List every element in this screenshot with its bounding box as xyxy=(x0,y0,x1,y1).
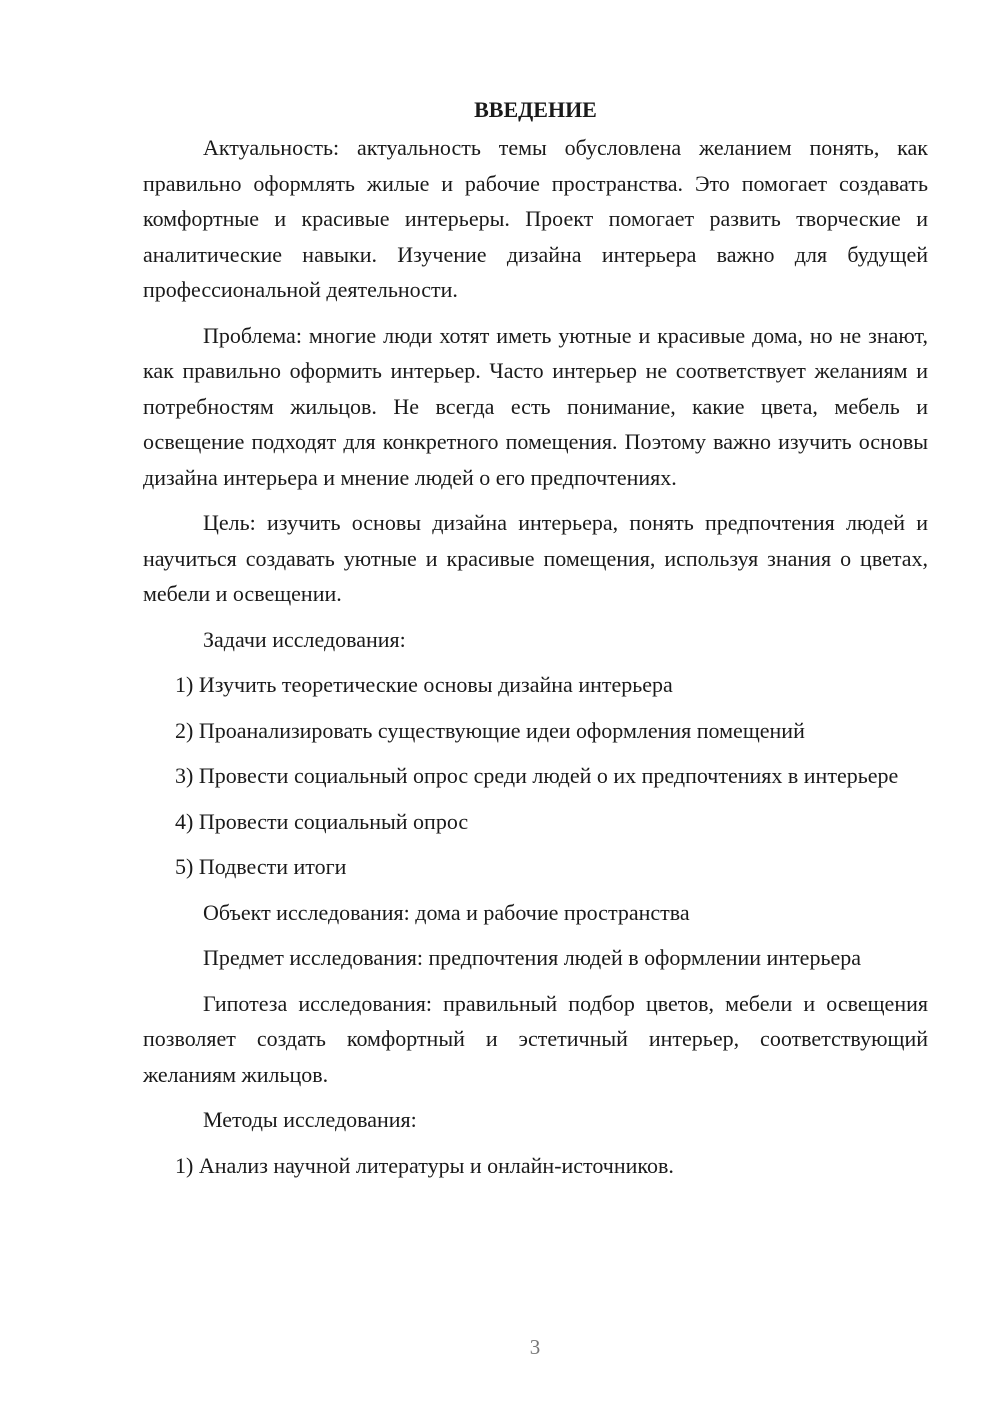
subject-paragraph: Предмет исследования: предпочтения людей в оформлении интерьера xyxy=(203,945,862,970)
document-title: ВВЕДЕНИЕ xyxy=(474,97,597,122)
task-item-4: 4) Провести социальный опрос xyxy=(175,808,469,834)
task-item-1: 1) Изучить теоретические основы дизайна интерьера xyxy=(175,672,673,697)
relevance-paragraph: Актуальность: актуальность темы обусловлена желанием понять, как правильно оформлять жилые и рабочие пространства. Это помогает создавать комфортные и красивые интерьеры. Проект помогает развить творческие и аналитические навыки. Изучение дизайна интерьера важно для будущей профессиональной деятельности. xyxy=(143,135,928,302)
page-number: 3 xyxy=(529,1335,541,1359)
task-item-5: 5) Подвести итоги xyxy=(175,854,347,879)
task-item-3: 3) Провести социальный опрос среди людей о их предпочтениях в интерьере xyxy=(175,763,899,788)
hypothesis-paragraph: Гипотеза исследования: правильный подбор цветов, мебели и освещения позволяет создать комфортный и эстетичный интерьер, соответствующий желаниям жильцов. xyxy=(143,990,928,1087)
problem-paragraph: Проблема: многие люди хотят иметь уютные и красивые дома, но не знают, как правильно оформить интерьер. Часто интерьер не соответствует желаниям и потребностям жильцов. Не всегда есть понимание, какие цвета, мебель и освещение подходят для конкретного помещения. Поэтому важно изучить основы дизайна интерьера и мнение людей о его предпочтениях. xyxy=(143,322,928,490)
document-page xyxy=(143,94,928,1193)
method-item-1: 1) Анализ научной литературы и онлайн-источников. xyxy=(175,1152,674,1178)
goal-paragraph: Цель: изучить основы дизайна интерьера, понять предпочтения людей и научиться создавать уютные и красивые помещения, используя знания о цветах, мебели и освещении. xyxy=(143,510,928,606)
task-item-2: 2) Проанализировать существующие идеи оформления помещений xyxy=(175,717,805,743)
methods-heading: Методы исследования: xyxy=(203,1107,417,1132)
tasks-heading: Задачи исследования: xyxy=(203,626,406,652)
object-paragraph: Объект исследования: дома и рабочие пространства xyxy=(203,899,690,925)
